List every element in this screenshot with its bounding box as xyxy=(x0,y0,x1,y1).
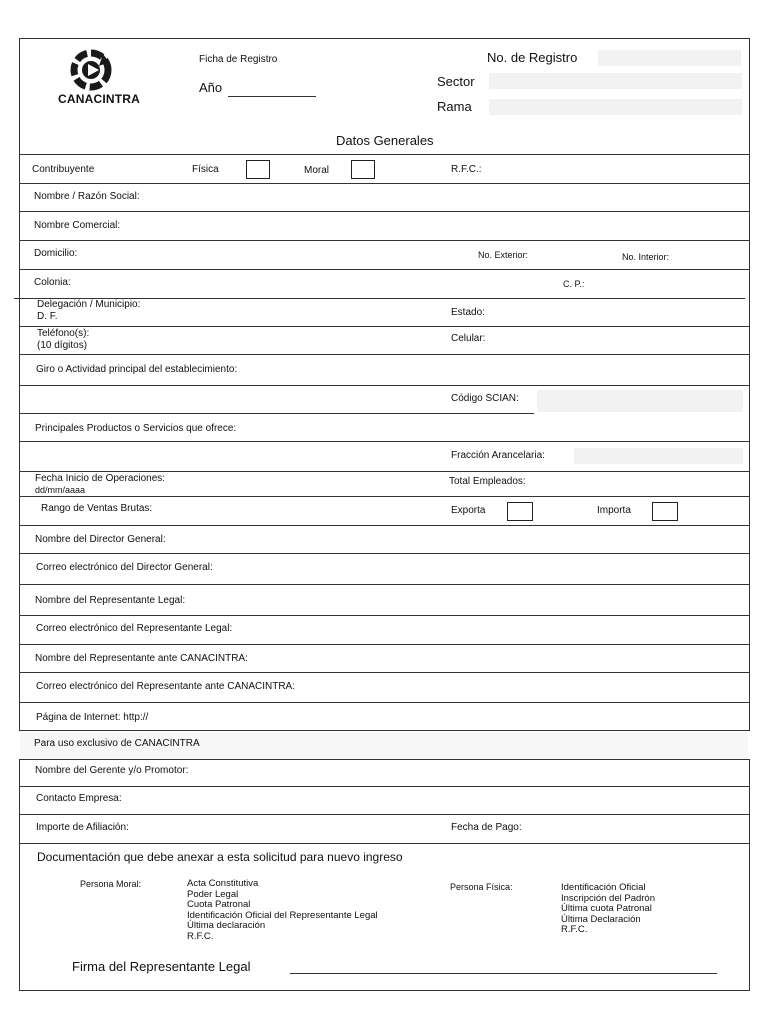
correo-rep-canacintra-label: Correo electrónico del Representante ante CANACINTRA: xyxy=(36,681,296,692)
documentation-title: Documentación que debe anexar a esta solicitud para nuevo ingreso xyxy=(37,850,403,864)
fisica-checkbox[interactable] xyxy=(246,160,270,179)
row-divider xyxy=(19,471,750,472)
sector-label: Sector xyxy=(437,74,475,89)
row-divider xyxy=(19,413,534,414)
row-divider xyxy=(19,644,750,645)
representante-label: Nombre del Representante Legal: xyxy=(35,595,186,606)
list-item: Poder Legal xyxy=(187,888,239,900)
canacintra-logo-icon xyxy=(58,48,128,92)
rango-ventas-label: Rango de Ventas Brutas: xyxy=(41,503,153,514)
codigo-scian-field[interactable] xyxy=(537,390,743,412)
firma-line[interactable] xyxy=(290,973,717,974)
sector-field[interactable] xyxy=(489,73,742,89)
row-divider xyxy=(19,183,750,184)
cp-label: C. P.: xyxy=(563,279,585,289)
rfc-label: R.F.C.: xyxy=(451,164,482,175)
director-label: Nombre del Director General: xyxy=(35,534,166,545)
row-divider xyxy=(19,211,750,212)
list-item: R.F.C. xyxy=(187,930,214,942)
row-divider xyxy=(19,672,750,673)
correo-representante-label: Correo electrónico del Representante Legal: xyxy=(36,623,233,634)
rama-field[interactable] xyxy=(489,99,742,115)
row-divider xyxy=(19,385,750,386)
firma-label: Firma del Representante Legal xyxy=(72,959,251,974)
row-divider xyxy=(19,441,750,442)
nombre-comercial-label: Nombre Comercial: xyxy=(34,220,121,231)
fisica-label: Física xyxy=(192,164,219,175)
contacto-label: Contacto Empresa: xyxy=(36,793,122,804)
row-divider xyxy=(19,786,750,787)
list-item: Inscripción del Padrón xyxy=(561,892,655,904)
importa-checkbox[interactable] xyxy=(652,502,678,521)
form-frame-exclusive xyxy=(19,759,750,991)
dd-mm-label: dd/mm/aaaa xyxy=(35,485,86,495)
row-divider xyxy=(19,240,750,241)
celular-label: Celular: xyxy=(451,333,486,344)
persona-fisica-list xyxy=(561,883,721,936)
row-divider xyxy=(19,584,750,585)
row-divider xyxy=(19,525,750,526)
list-item: Cuota Patronal xyxy=(187,899,251,910)
row-divider xyxy=(19,553,750,554)
datos-generales-title: Datos Generales xyxy=(336,133,434,148)
colonia-label: Colonia: xyxy=(34,277,71,288)
giro-label: Giro o Actividad principal del establecimiento: xyxy=(36,364,238,375)
total-empleados-label: Total Empleados: xyxy=(449,476,526,487)
row-divider xyxy=(19,326,750,327)
domicilio-label: Domicilio: xyxy=(34,248,78,259)
row-divider xyxy=(19,702,750,703)
list-item: Identificación Oficial xyxy=(561,882,646,893)
nombre-razon-label: Nombre / Razón Social: xyxy=(34,191,140,202)
row-divider xyxy=(19,496,750,497)
exclusive-title: Para uso exclusivo de CANACINTRA xyxy=(34,738,200,749)
contribuyente-label: Contribuyente xyxy=(32,164,95,175)
no-interior-label: No. Interior: xyxy=(622,252,670,262)
estado-label: Estado: xyxy=(451,307,485,318)
delegacion-label: Delegación / Municipio: xyxy=(37,299,141,310)
canacintra-logo xyxy=(58,48,140,110)
row-divider xyxy=(19,814,750,815)
list-item: Última cuota Patronal xyxy=(561,903,652,914)
gerente-label: Nombre del Gerente y/o Promotor: xyxy=(35,765,189,776)
importa-label: Importa xyxy=(597,505,631,516)
fraccion-label: Fracción Arancelaria: xyxy=(451,450,545,461)
pagina-internet-label: Página de Internet: http:// xyxy=(36,712,149,723)
no-registro-field[interactable] xyxy=(598,50,741,66)
row-divider xyxy=(19,615,750,616)
rama-label: Rama xyxy=(437,99,472,114)
df-label: D. F. xyxy=(37,311,58,322)
fecha-pago-label: Fecha de Pago: xyxy=(451,822,522,833)
no-exterior-label: No. Exterior: xyxy=(478,250,529,260)
fecha-inicio-label: Fecha Inicio de Operaciones: xyxy=(35,473,166,484)
fraccion-field[interactable] xyxy=(574,448,743,464)
correo-director-label: Correo electrónico del Director General: xyxy=(36,562,213,573)
diez-digitos-label: (10 dígitos) xyxy=(37,340,88,351)
exporta-label: Exporta xyxy=(451,505,486,516)
persona-fisica-label: Persona Física: xyxy=(450,882,513,892)
list-item: Identificación Oficial del Representante Legal xyxy=(187,909,378,921)
anio-label: Año xyxy=(199,80,223,95)
persona-moral-label: Persona Moral: xyxy=(80,879,142,889)
no-registro-label: No. de Registro xyxy=(487,50,578,65)
moral-checkbox[interactable] xyxy=(351,160,375,179)
list-item: Última declaración xyxy=(187,920,266,931)
codigo-scian-label: Código SCIAN: xyxy=(451,393,519,404)
row-divider xyxy=(19,269,750,270)
persona-moral-list xyxy=(187,879,437,942)
list-item: Acta Constitutiva xyxy=(187,878,259,889)
row-divider xyxy=(19,154,750,155)
moral-label: Moral xyxy=(304,165,330,176)
importe-label: Importe de Afiliación: xyxy=(36,822,129,833)
exporta-checkbox[interactable] xyxy=(507,502,533,521)
list-item: Última Declaración xyxy=(561,913,641,925)
list-item: R.F.C. xyxy=(561,924,588,935)
row-divider xyxy=(19,843,750,844)
rep-canacintra-label: Nombre del Representante ante CANACINTRA: xyxy=(35,653,248,664)
productos-label: Principales Productos o Servicios que ofrece: xyxy=(35,423,237,434)
anio-field[interactable] xyxy=(228,96,316,97)
telefono-label: Teléfono(s): xyxy=(37,328,90,339)
row-divider xyxy=(19,354,750,355)
logo-text: CANACINTRA xyxy=(58,92,140,106)
ficha-registro-label: Ficha de Registro xyxy=(199,54,278,65)
